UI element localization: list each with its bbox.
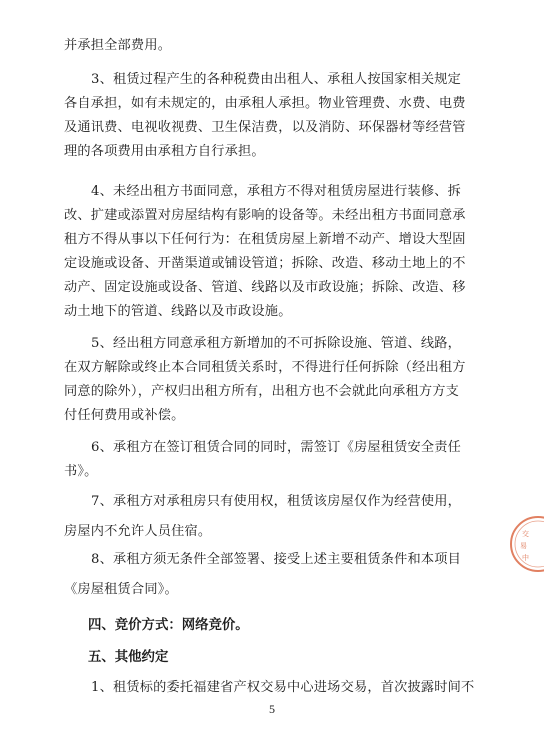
text-line: 8、承租方须无条件全部签署、接受上述主要租赁条件和本项目 bbox=[91, 552, 462, 567]
paragraph-continuation bbox=[64, 34, 478, 58]
page-number: 5 bbox=[269, 702, 275, 716]
red-seal-stamp bbox=[508, 514, 544, 574]
text-line: 改、扩建或添置对房屋结构有影响的设备等。未经出租方书面同意承 bbox=[64, 208, 466, 223]
text-line: 各自承担，如有未规定的，由承租人承担。物业管理费、水费、电费 bbox=[64, 96, 466, 111]
text-line: 及通讯费、电视收视费、卫生保洁费，以及消防、环保器材等经营管 bbox=[64, 120, 466, 135]
text-line: 动土地下的管道、线路以及市政设施。 bbox=[64, 304, 292, 319]
text-line: 5、经出租方同意承租方新增加的不可拆除设施、管道、线路， bbox=[91, 336, 462, 351]
section-heading-other-terms: 五、其他约定 bbox=[88, 650, 169, 665]
text-line: 7、承租方对承租房只有使用权，租赁该房屋仅作为经营使用， bbox=[91, 494, 462, 509]
text-line: 同意的除外），产权归出租方所有，出租方也不会就此向承租方方支 bbox=[64, 384, 460, 399]
text-line: 4、未经出租方书面同意，承租方不得对租赁房屋进行装修、拆 bbox=[91, 184, 462, 199]
text-line: 3、租赁过程产生的各种税费由出租人、承租人按国家相关规定 bbox=[91, 72, 462, 87]
paragraph-item-8 bbox=[64, 548, 478, 602]
text-line: 动产、固定设施或设备、管道、线路以及市政设施；拆除、改造、移 bbox=[64, 280, 466, 295]
text-line: 1、租赁标的委托福建省产权交易中心进场交易，首次披露时间不 bbox=[91, 680, 475, 695]
paragraph-item-3 bbox=[64, 68, 478, 164]
text-line: 并承担全部费用。 bbox=[64, 38, 172, 53]
paragraph-other-terms-item-1 bbox=[64, 676, 478, 700]
paragraph-item-7 bbox=[64, 490, 478, 544]
text-line: 在双方解除或终止本合同租赁关系时，不得进行任何拆除（经出租方 bbox=[64, 360, 466, 375]
text-line: 《房屋租赁合同》。 bbox=[64, 582, 178, 597]
paragraph-item-6 bbox=[64, 436, 478, 484]
svg-text:易: 易 bbox=[520, 542, 527, 550]
text-line: 房屋内不允许人员住宿。 bbox=[64, 524, 212, 539]
text-line: 书》。 bbox=[64, 464, 98, 479]
paragraph-item-5 bbox=[64, 332, 478, 428]
section-heading-bidding-method: 四、竞价方式：网络竞价。 bbox=[88, 618, 249, 633]
text-line: 定设施或设备、开凿渠道或铺设管道；拆除、改造、移动土地上的不 bbox=[64, 256, 466, 271]
text-line: 理的各项费用由承租方自行承担。 bbox=[64, 144, 265, 159]
text-line: 6、承租方在签订租赁合同的同时，需签订《房屋租赁安全责任 bbox=[91, 440, 462, 455]
text-line: 付任何费用或补偿。 bbox=[64, 408, 185, 423]
text-line: 租方不得从事以下任何行为：在租赁房屋上新增不动产、增设大型固 bbox=[64, 232, 466, 247]
svg-text:中: 中 bbox=[522, 554, 529, 562]
svg-text:交: 交 bbox=[522, 530, 529, 538]
paragraph-item-4 bbox=[64, 180, 478, 324]
